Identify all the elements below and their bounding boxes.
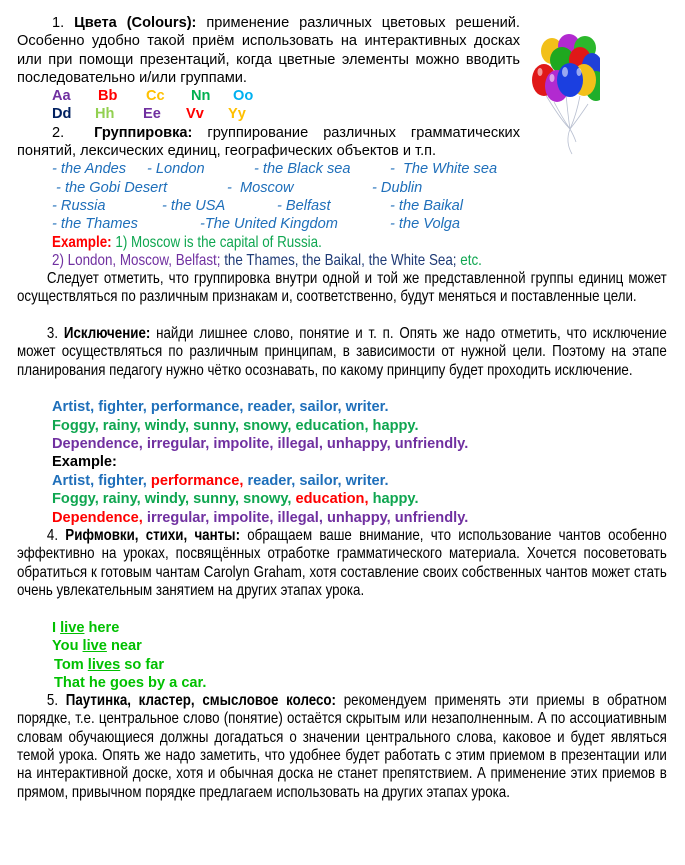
example-2-cities: 2) London, Moscow, Belfast; — [52, 251, 221, 269]
chant-text: That he goes by a car. — [54, 674, 207, 691]
answer-text: irregular, impolite, illegal, unhappy, unfriendly. — [142, 509, 469, 526]
example-1-text: 1) Moscow is the capital of Russia. — [115, 233, 322, 251]
letter-pair: Oo — [233, 88, 254, 105]
chant-text: so far — [120, 656, 165, 673]
chant-verb: live — [60, 620, 85, 636]
geo-item: - Belfast — [277, 197, 331, 214]
balloon-strings-icon — [544, 92, 588, 154]
geo-list — [17, 160, 667, 233]
section-1-text-line1: применение различных цветовых — [206, 15, 446, 31]
geo-item: - the USA — [162, 197, 226, 214]
example-2-etc: etc. — [456, 251, 482, 269]
chant-text: I — [52, 620, 61, 636]
section-5-number: 5. — [46, 692, 59, 710]
answer-line-3 — [17, 509, 667, 527]
chant-line — [17, 656, 667, 674]
chant-text: Tom — [54, 656, 88, 673]
geo-item: - the Thames — [52, 216, 138, 233]
odd-word: education, — [295, 491, 369, 508]
chant-text: near — [106, 638, 142, 655]
section-2-title: Группировка: — [94, 124, 193, 141]
geo-item: - the Baikal — [390, 197, 464, 214]
chant-text: here — [84, 620, 120, 636]
section-5-paragraph — [17, 692, 667, 802]
section-2-examples — [17, 234, 667, 271]
chant-line — [17, 674, 667, 692]
geo-row — [17, 215, 667, 233]
section-3-title: Исключение: — [63, 325, 151, 343]
geo-item: - Russia — [52, 197, 106, 214]
geo-item: - the Andes — [52, 161, 127, 178]
answer-text: Foggy, rainy, windy, sunny, snowy, — [52, 491, 296, 508]
section-2-note: Следует отметить, что группировка внутри одной и той же представленной группы единиц может осуществляться по различным признакам и, соответственно, будут меняться и поставленные цели. — [17, 270, 667, 306]
answer-text: happy. — [368, 491, 419, 508]
answer-line-2 — [17, 490, 667, 508]
letter-pair: Cc — [146, 88, 165, 105]
section-4-paragraph — [17, 527, 667, 600]
chant-line — [17, 637, 667, 655]
geo-item: -The United Kingdom — [200, 216, 338, 233]
section-1-title: Цвета (Colours): — [74, 15, 197, 31]
odd-one-out-list-3: Dependence, irregular, impolite, illegal, unhappy, unfriendly. — [52, 435, 469, 452]
chant-text: You — [52, 638, 83, 655]
section-4-number: 4. — [46, 527, 59, 544]
section-2-paragraph — [17, 124, 520, 161]
section-3-example-label: Example: — [52, 454, 117, 471]
letter-pair: Ee — [143, 106, 161, 123]
section-4-title: Рифмовки, стихи, чанты: — [65, 527, 241, 544]
geo-item: - Moscow — [227, 179, 294, 196]
letter-pair: Hh — [95, 106, 115, 123]
section-4-wrap — [17, 527, 667, 619]
section-3-text: найди лишнее слово, понятие и т. п. Опять же надо отметить, что исключение может осуществляться по различным принципам, в зависимости от нужной цели. Поэтому на этапе планирования педагогу нужно чётко осознавать, по какому принципу будет проходить исключение. — [17, 325, 667, 379]
geo-item: - the Gobi Desert — [52, 179, 168, 196]
letter-pair: Dd — [52, 106, 72, 123]
geo-row — [17, 197, 667, 215]
example-label: Example: — [52, 233, 112, 251]
example-2-waters: the Thames, the Baikal, the White Sea; — [220, 251, 457, 269]
answer-text: reader, sailor, writer. — [243, 472, 389, 489]
section-3-number: 3. — [46, 325, 59, 343]
section-1-text-rest: решений. Особенно удобно такой приём использовать на интерактивных досках или при помощи презентаций, когда цветные элементы можно вводить последовательно и/или группами. — [17, 15, 520, 86]
geo-row — [17, 179, 667, 197]
chant — [17, 619, 667, 692]
section-2-text: группирование различных грамматических понятий, лексических единиц, географических объектов и т.п. — [17, 124, 520, 160]
balloons-image — [530, 24, 600, 156]
letter-pair: Aa — [52, 88, 71, 105]
answer-text: Artist, fighter, — [52, 472, 151, 489]
letter-pair: Nn — [191, 88, 211, 105]
section-3-paragraph — [17, 325, 667, 380]
section-1-number: 1. — [52, 15, 65, 31]
geo-item: - The White sea — [390, 161, 498, 178]
chant-verb: live — [82, 638, 107, 655]
geo-row — [17, 160, 667, 178]
section-5-title: Паутинка, кластер, смысловое колесо: — [65, 692, 337, 710]
chant-verb: lives — [87, 656, 121, 673]
example-line-1 — [52, 234, 581, 252]
section-3-wrap — [17, 325, 667, 398]
chant-line — [17, 619, 667, 637]
odd-word: performance, — [150, 472, 244, 489]
letter-pair: Yy — [228, 106, 246, 123]
odd-one-out-list-2: Foggy, rainy, windy, sunny, snowy, education, happy. — [52, 417, 419, 434]
geo-item: - London — [147, 161, 205, 178]
odd-one-out-list-1: Artist, fighter, performance, reader, sailor, writer. — [52, 399, 389, 416]
section-5-text: рекомендуем применять эти приемы в обратном порядке, т.е. центральное слово (понятие) остаётся скрытым или незаполненным. А по ассоциативным словам обучающиеся должны догадаться о значении центрального слова, каковое и будет являться темой урока. Опять же надо заметить, что удобнее будет работать с этим приемом в презентации или на интерактивной доске, хотя и обычная доска не станет препятствием. А применение этих приемов в прямом, привычном порядке предлагаем использовать на других этапах урока. — [17, 692, 667, 801]
example-line-2 — [52, 252, 581, 270]
section-4-text: обращаем ваше внимание, что использование чантов особенно эффективно на уроках, посвящённых отработке грамматического материала. Хочется посоветовать обратиться к готовым чантам Carolyn Graham, хотя составление своих собственных чантов может стать очень увлекательным занятием на других этапах урока. — [17, 527, 667, 599]
geo-item: - Dublin — [372, 179, 423, 196]
odd-word: Dependence, — [52, 509, 143, 526]
answer-line-1 — [17, 472, 667, 490]
letter-pair: Bb — [98, 88, 118, 105]
section-1-paragraph — [17, 14, 520, 87]
letter-pair: Vv — [186, 106, 204, 123]
geo-item: - the Black sea — [254, 161, 351, 178]
section-2-note-wrap — [17, 270, 667, 325]
section-2-number: 2. — [52, 124, 65, 141]
geo-item: - the Volga — [390, 216, 461, 233]
